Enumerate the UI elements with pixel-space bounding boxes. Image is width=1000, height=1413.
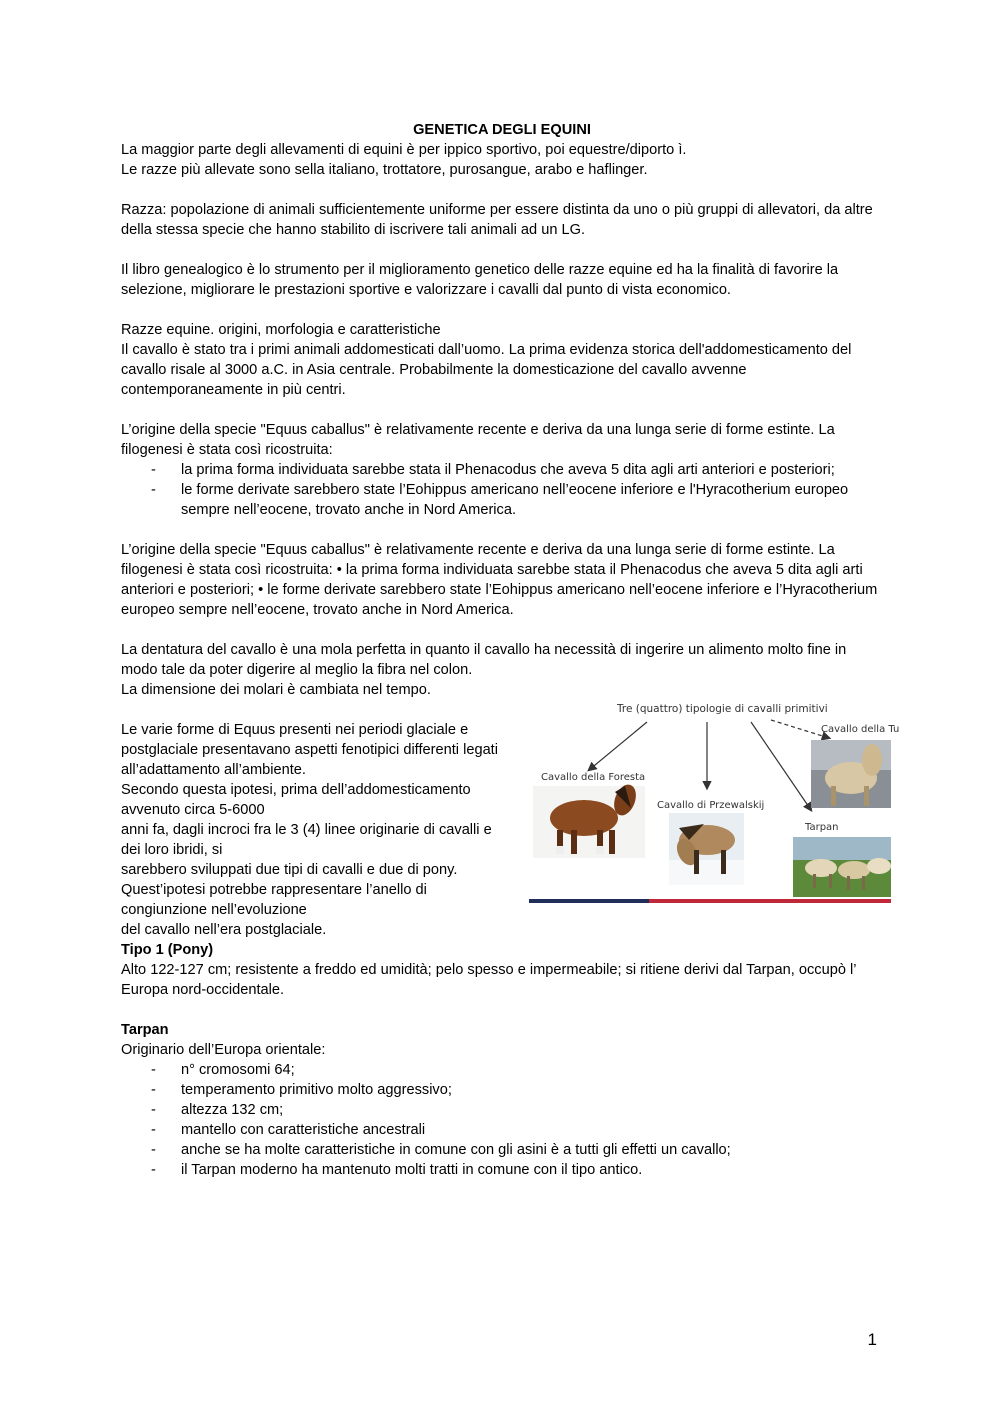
label-foresta: Cavallo della Foresta [541,772,646,783]
intro-line-1: La maggior parte degli allevamenti di equini è per ippico sportivo, poi equestre/diporto ì. [121,142,687,158]
tarpan-horse-photo [793,822,891,897]
list-item: - le forme derivate sarebbero state l’Eohippus americano nell’eocene inferiore e l'Hyracotherium europeo sempre nell’eocene, trovato anche in Nord America. [121,480,883,520]
tarpan-heading: Tarpan [121,1022,169,1038]
origine-intro: L’origine della specie "Equus caballus" è relativamente recente e deriva da una lunga serie di forme estinte. La filogenesi è stata così ricostruita: [121,422,835,458]
equus-line: all’adattamento all’ambiente. [121,762,306,778]
equus-line: Quest’ipotesi potrebbe rappresentare l’anello di [121,882,427,898]
list-item: - mantello con caratteristiche ancestrali [121,1120,883,1140]
label-tarpan: Tarpan [805,822,839,833]
list-item: - temperamento primitivo molto aggressivo; [121,1080,883,1100]
list-item: - la prima forma individuata sarebbe stata il Phenacodus che aveva 5 dita agli arti anteriori e posteriori; [121,460,883,480]
page-number: 1 [867,1330,877,1349]
horse-types-figure [529,700,900,915]
tarpan-list [121,1060,883,1180]
equus-line: avvenuto circa 5-6000 [121,802,265,818]
list-item: - anche se ha molte caratteristiche in comune con gli asini è a tutti gli effetti un cavallo; [121,1140,883,1160]
page-title: GENETICA DEGLI EQUINI [413,122,591,138]
equus-line: congiunzione nell’evoluzione [121,902,307,918]
tundra-horse-photo [811,724,899,808]
arrow-foresta [589,722,647,770]
equus-line: sarebbero sviluppati due tipi di cavalli e due di pony. [121,862,458,878]
tipo1-heading: Tipo 1 (Pony) [121,942,214,958]
equus-line: Le varie forme di Equus presenti nei periodi glaciale e [121,722,469,738]
forest-horse-photo [533,772,645,858]
tipo1-paragraph: Alto 122-127 cm; resistente a freddo ed umidità; pelo spesso e impermeabile; si ritiene derivi dal Tarpan, occupò l’ Europa nord-occidentale. [121,962,856,998]
razze-paragraph: Il cavallo è stato tra i primi animali addomesticati dall’uomo. La prima evidenza storica dell'addomesticamento del cavallo risale al 3000 a.C. in Asia centrale. Probabilmente la domesticazione del cavallo avvenne contemporaneamente in più centri. [121,342,852,398]
dentatura-molari: La dimensione dei molari è cambiata nel tempo. [121,682,431,698]
przewalski-horse-photo [657,800,764,885]
dentatura-paragraph: La dentatura del cavallo è una mola perfetta in quanto il cavallo ha necessità di ingerire un alimento molto fine in modo tale da poter digerire al meglio la fibra nel colon. [121,642,847,678]
equus-line: Secondo questa ipotesi, prima dell’addomesticamento [121,782,471,798]
equus-line: dei loro ibridi, si [121,842,223,858]
page-content [121,120,900,1180]
figure-band-navy [529,899,649,903]
list-item: - n° cromosomi 64; [121,1060,883,1080]
equus-line: postglaciale presentavano aspetti fenotipici differenti legati [121,742,498,758]
tarpan-intro: Originario dell’Europa orientale: [121,1042,326,1058]
razza-paragraph: Razza: popolazione di animali sufficientemente uniforme per essere distinta da uno o più gruppi di allevatori, da altre della stessa specie che hanno stabilito di iscrivere tali animali ad un LG. [121,202,873,238]
origine-list [121,460,883,520]
arrow-tarpan [751,722,811,810]
equus-line: anni fa, dagli incroci fra le 3 (4) linee originarie di cavalli e [121,822,492,838]
figure-caption: Tre (quattro) tipologie di cavalli primitivi [617,703,828,715]
equus-section [121,700,900,940]
label-tundra: Cavallo della Tu [821,724,900,735]
label-przewalski: Cavallo di Przewalskij [657,800,765,811]
list-item: - il Tarpan moderno ha mantenuto molti tratti in comune con il tipo antico. [121,1160,883,1180]
equus-line: del cavallo nell’era postglaciale. [121,922,327,938]
origine-repeat-paragraph: L’origine della specie "Equus caballus" è relativamente recente e deriva da una lunga serie di forme estinte. La filogenesi è stata così ricostruita: • la prima forma individuata sarebbe stata il Phenacodus che aveva 5 dita agli arti anteriori e posteriori; • le forme derivate sarebbero state l’Eohippus americano nell’eocene inferiore e l’Hyracotherium europeo sempre nell’eocene, trovato anche in Nord America. [121,542,878,618]
intro-line-2: Le razze più allevate sono sella italiano, trottatore, purosangue, arabo e haflinger. [121,162,648,178]
list-item: - altezza 132 cm; [121,1100,883,1120]
equus-paragraph [121,720,516,940]
figure-band-red [649,899,891,903]
razze-heading: Razze equine. origini, morfologia e caratteristiche [121,322,441,338]
libro-paragraph: Il libro genealogico è lo strumento per il miglioramento genetico delle razze equine ed ha la finalità di favorire la selezione, migliorare le prestazioni sportive e valorizzare i cavalli dal punto di vista economico. [121,262,839,298]
